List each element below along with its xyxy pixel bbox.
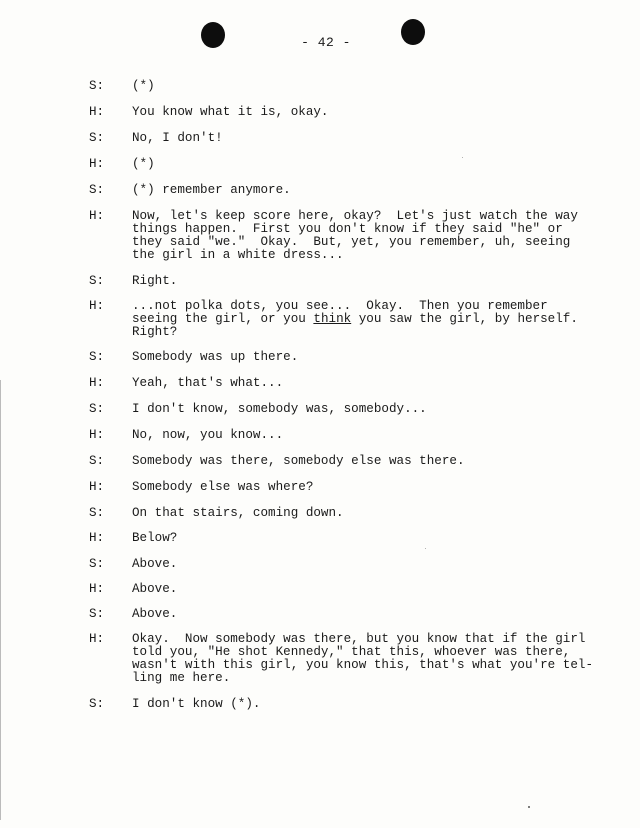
dialogue-line: ling me here.: [132, 671, 231, 685]
speaker-label: H:: [89, 105, 105, 119]
speaker-label: H:: [89, 480, 105, 494]
dialogue-line: Now, let's keep score here, okay? Let's just watch the way: [132, 209, 578, 223]
dialogue-line: Above.: [132, 607, 178, 621]
speaker-label: S:: [89, 454, 105, 468]
dialogue-line: You know what it is, okay.: [132, 105, 329, 119]
dialogue-line: Right.: [132, 274, 178, 288]
scan-speck: [425, 548, 426, 549]
speaker-label: S:: [89, 274, 105, 288]
page-number: - 42 -: [301, 35, 351, 50]
speaker-label: S:: [89, 557, 105, 571]
speaker-label: S:: [89, 697, 105, 711]
dialogue-line: [132, 313, 602, 326]
speaker-label: H:: [89, 157, 105, 171]
dialogue-line: (*): [132, 79, 155, 93]
dialogue-line: Right?: [132, 325, 178, 339]
dialogue-line: told you, "He shot Kennedy," that this, whoever was there,: [132, 645, 571, 659]
dialogue-line: No, now, you know...: [132, 428, 284, 442]
scan-speck: [528, 806, 530, 808]
punch-hole-left: [201, 22, 225, 48]
speaker-label: S:: [89, 607, 105, 621]
dialogue-line: (*): [132, 157, 155, 171]
underlined-word: think: [313, 312, 352, 326]
speaker-label: S:: [89, 131, 105, 145]
speaker-label: H:: [89, 428, 105, 442]
dialogue-line: Somebody was there, somebody else was there.: [132, 454, 465, 468]
dialogue-line: On that stairs, coming down.: [132, 506, 344, 520]
speaker-label: H:: [89, 299, 105, 313]
dialogue-line: (*) remember anymore.: [132, 183, 291, 197]
speaker-label: H:: [89, 531, 105, 545]
speaker-label: S:: [89, 506, 105, 520]
dialogue-line: wasn't with this girl, you know this, that's what you're tel-: [132, 658, 594, 672]
dialogue-line: things happen. First you don't know if they said "he" or: [132, 222, 563, 236]
speaker-label: S:: [89, 79, 105, 93]
punch-hole-right: [401, 19, 425, 45]
scan-speck: [462, 157, 463, 158]
speaker-label: H:: [89, 582, 105, 596]
page-edge-shadow: [0, 380, 1, 820]
dialogue-line: Somebody else was where?: [132, 480, 314, 494]
speaker-label: H:: [89, 376, 105, 390]
speaker-label: H:: [89, 209, 105, 223]
speaker-label: S:: [89, 350, 105, 364]
dialogue-line: I don't know (*).: [132, 697, 261, 711]
speaker-label: S:: [89, 402, 105, 416]
dialogue-line: the girl in a white dress...: [132, 248, 344, 262]
dialogue-line-tail: you saw the girl, by herself.: [351, 312, 578, 326]
speaker-label: S:: [89, 183, 105, 197]
dialogue-line-head: seeing the girl, or you: [132, 312, 314, 326]
dialogue-line: Above.: [132, 557, 178, 571]
dialogue-line: Okay. Now somebody was there, but you know that if the girl: [132, 632, 586, 646]
dialogue-line: I don't know, somebody was, somebody...: [132, 402, 427, 416]
dialogue-line: Below?: [132, 531, 178, 545]
dialogue-line: Yeah, that's what...: [132, 376, 284, 390]
dialogue-line: Somebody was up there.: [132, 350, 299, 364]
dialogue-line: ...not polka dots, you see... Okay. Then you remember: [132, 299, 548, 313]
speaker-label: H:: [89, 632, 105, 646]
dialogue-line: they said "we." Okay. But, yet, you remember, uh, seeing: [132, 235, 571, 249]
dialogue-line: Above.: [132, 582, 178, 596]
dialogue-line: No, I don't!: [132, 131, 223, 145]
